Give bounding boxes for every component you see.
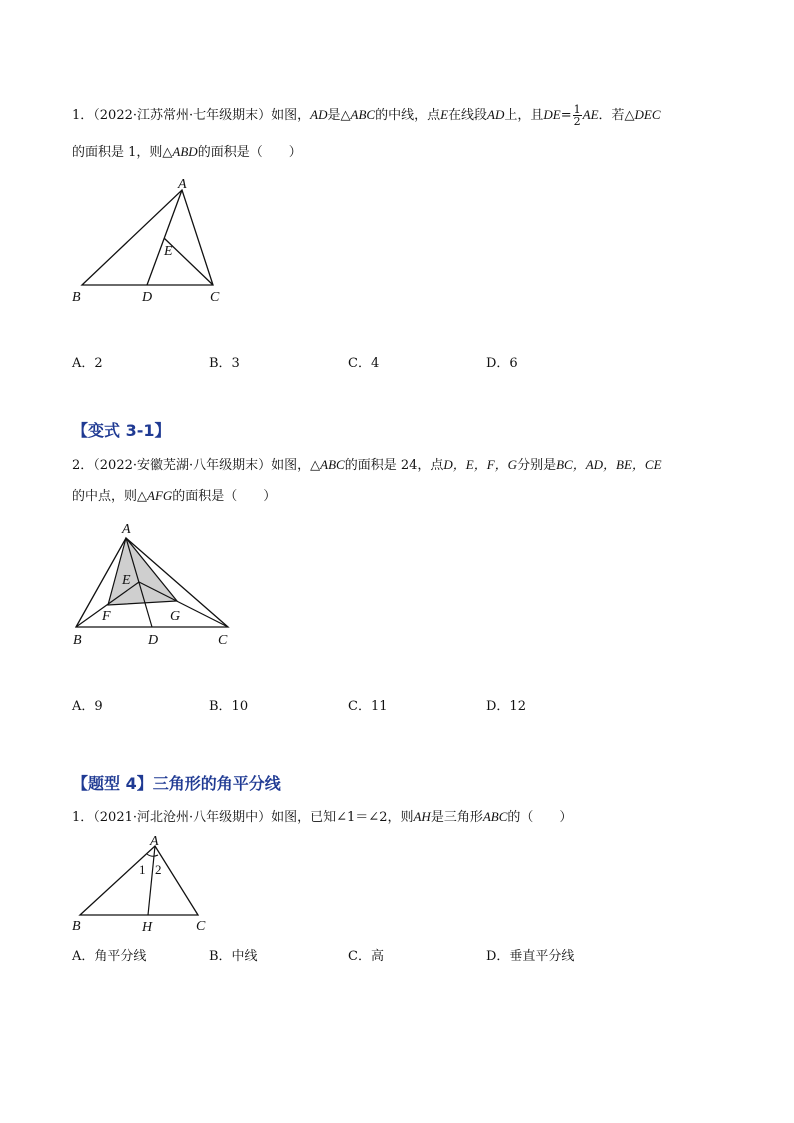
label-b: B	[73, 633, 82, 648]
label-f: F	[102, 609, 111, 624]
question-source: （2021·河北沧州·八年级期中）	[93, 810, 272, 825]
question-number: 1．	[72, 810, 94, 825]
label-b: B	[72, 919, 81, 934]
question-2-figure	[60, 514, 250, 654]
label-d: D	[142, 290, 153, 305]
label-a: A	[178, 177, 187, 192]
section-heading: 【题型 4】三角形的角平分线	[72, 774, 281, 793]
question-1-figure	[60, 172, 240, 312]
question-2-line-2: 的中点，则△AFG的面积是（ ）	[72, 488, 277, 504]
question-number: 2．	[72, 458, 94, 473]
question-1-line-1: 1．（2022·江苏常州·七年级期末）如图，AD是△ABC的中线，点E在线段AD上，且DE= $\frac{1}{2}$ AE．若△DEC	[72, 103, 661, 128]
q1-option-b[interactable]: B．3	[209, 356, 240, 371]
question-number: 1．	[72, 108, 94, 123]
triangle-abc	[82, 190, 213, 285]
label-angle-2: 2	[155, 862, 162, 877]
label-e: E	[164, 244, 173, 259]
q3-option-a[interactable]: A．角平分线	[72, 949, 147, 964]
q1-option-a[interactable]: A．2	[72, 356, 103, 371]
label-c: C	[196, 919, 206, 934]
median-ad	[147, 190, 182, 285]
label-c: C	[210, 290, 220, 305]
angle-arc	[147, 854, 158, 856]
q2-option-b[interactable]: B．10	[209, 699, 249, 714]
q2-option-a[interactable]: A．9	[72, 699, 103, 714]
label-a: A	[150, 834, 159, 849]
q2-option-c[interactable]: C．11	[348, 699, 388, 714]
question-2-line-1: 2．（2022·安徽芜湖·八年级期末）如图，△ABC的面积是 24，点D，E，F，G分别是BC，AD，BE，CE	[72, 457, 662, 473]
label-angle-1: 1	[139, 862, 146, 877]
q1-option-c[interactable]: C．4	[348, 356, 380, 371]
label-b: B	[72, 290, 81, 305]
question-source: （2022·江苏常州·七年级期末）	[93, 108, 272, 123]
q1-option-d[interactable]: D．6	[486, 356, 518, 371]
question-3-figure	[62, 834, 222, 934]
label-h: H	[142, 920, 153, 934]
q3-option-c[interactable]: C．高	[348, 949, 384, 964]
question-3-line-1: 1．（2021·河北沧州·八年级期中）如图，已知∠1＝∠2，则AH是三角形ABC的（ ）	[72, 809, 573, 825]
q3-option-d[interactable]: D．垂直平分线	[486, 949, 575, 964]
label-c: C	[218, 633, 228, 648]
triangle-abc	[80, 846, 198, 915]
variant-heading: 【变式 3-1】	[72, 421, 171, 440]
question-1-line-2: 的面积是 1，则△ABD的面积是（ ）	[72, 144, 302, 160]
q3-option-b[interactable]: B．中线	[209, 949, 258, 964]
label-a: A	[122, 522, 131, 537]
label-d: D	[148, 633, 159, 648]
question-source: （2022·安徽芜湖·八年级期末）	[93, 458, 272, 473]
fraction-one-half: $\frac{1}{2}$	[573, 103, 581, 128]
label-e: E	[122, 573, 131, 588]
label-g: G	[170, 609, 181, 624]
q2-option-d[interactable]: D．12	[486, 699, 526, 714]
